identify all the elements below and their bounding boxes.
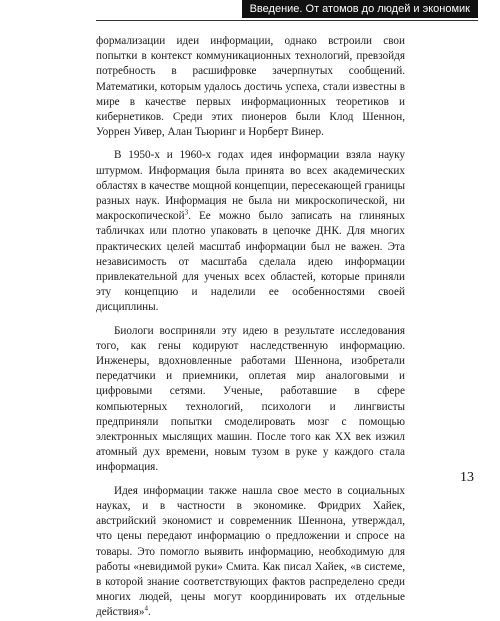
paragraph-gap — [96, 316, 405, 324]
paragraph-1: формализации идеи информации, однако встроили свои попытки в контекст коммуникационных технологий, превзойдя потребность в расшифровке зачерпнутых сообщений. Математики, которым удалось достичь успеха, стали известны в мире в качестве первых информационных теоретиков и кибернетиков. Среди этих пионеров были Клод Шеннон, Уоррен Уивер, Алан Тьюринг и Норберт Винер. — [96, 35, 405, 139]
header-rule — [96, 20, 478, 21]
paragraph-4-text-a: Идея информации также нашла свое место в социальных науках, и в частности в экономике. Фридрих Хайек, австрийский экономист и современник Шеннона, утверждал, что цены передают информацию о предложении и спросе на товары. Это помогло выявить информацию, необходимую для работы «невидимой руки» Смита. Как писал Хайек, «в системе, в которой знание соответствующих фактов распределено среди многих людей, цены могут координировать их отдельные действия» — [96, 484, 405, 619]
paragraph-3: Биологи восприняли эту идею в результате исследования того, как гены кодируют наследственную информацию. Инженеры, вдохновленные работами Шеннона, изобретали передатчики и приемники, оплетая мир аналоговыми и цифровыми сетями. Ученые, работавшие в сфере компьютерных технологий, психологи и лингвисты предприняли попытки смоделировать мозг с помощью электронных мыслящих машин. После того как XX век изжил атомный дух времени, новым тузом в руке у каждого стала информация. — [96, 324, 405, 474]
paragraph-4 — [96, 484, 405, 621]
footnote-ref-4[interactable]: 4 — [144, 604, 149, 613]
paragraph-2 — [96, 148, 405, 315]
paragraph-gap — [96, 476, 405, 484]
page-body — [96, 34, 405, 621]
running-title: Введение. От атомов до людей и экономик — [242, 0, 478, 18]
page-number: 13 — [460, 470, 474, 485]
paragraph-gap — [96, 140, 405, 148]
paragraph-2-text-b: . Ее можно было записать на глиняных табличках или плотно упаковать в цепочке ДНК. Для многих практических целей масштаб информации был не важен. Эта независимость от масштаба сделала идею информации привлекательной для ученых всех областей, которые приняли эту концепцию и наделили ее особенностями своей дисциплины. — [96, 210, 405, 314]
footnote-ref-3[interactable]: 3 — [184, 208, 189, 217]
running-header — [0, 0, 500, 24]
paragraph-4-text-b: . — [148, 606, 151, 619]
paragraph-2-text-a: В 1950-х и 1960-х годах идея информации взяла науку штурмом. Информация была принята во всех академических областях в качестве мощной концепции, пересекающей границы разных наук. Информация не была ни микроскопической, ни макроскопической — [96, 149, 405, 223]
